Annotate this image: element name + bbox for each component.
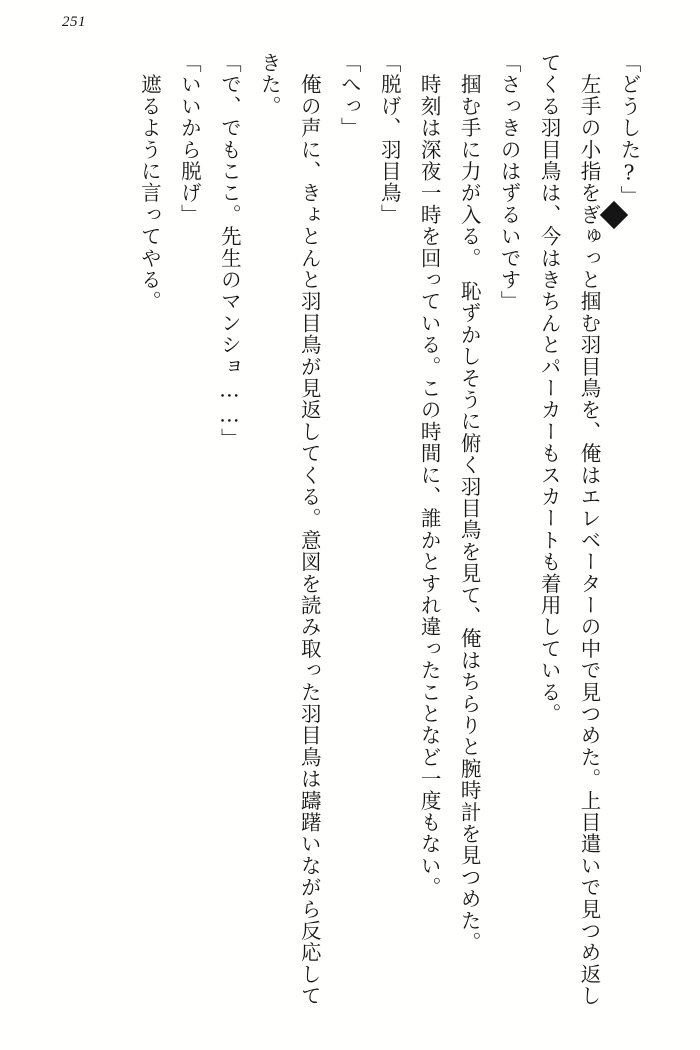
paragraph: 「脱げ、羽目鳥」 bbox=[377, 52, 402, 226]
paragraph: 左手の小指をぎゅっと掴む羽目鳥を、俺はエレベーターの中で見つめた。上目遣いで見つめ返してくる羽目鳥は、今はきちんとパーカーもスカートも着用している。 bbox=[537, 52, 602, 1007]
vertical-text-body bbox=[40, 52, 648, 1010]
paragraph: 「さっきのはずるいです」 bbox=[497, 52, 522, 313]
paragraph: 時刻は深夜一時を回っている。この時間に、誰かとすれ違ったことなど一度もない。 bbox=[417, 52, 442, 899]
paragraph: 「へっ」 bbox=[337, 52, 362, 139]
paragraph: 「どうした?」 bbox=[617, 52, 641, 208]
paragraph: 掴む手に力が入る。 恥ずかしそうに俯く羽目鳥を見て、俺はちらりと腕時計を見つめた。 bbox=[457, 52, 482, 954]
paragraph: 「で、でもここ。先生のマンショ……」 bbox=[217, 52, 242, 450]
paragraph: 俺の声に、きょとんと羽目鳥が見返してくる。意図を読み取った羽目鳥は躊躇いながら反応してきた。 bbox=[257, 52, 322, 1007]
page-number: 251 bbox=[62, 14, 86, 30]
paragraph: 「いいから脱げ」 bbox=[177, 52, 202, 226]
paragraph: 遮るように言ってやる。 bbox=[137, 52, 162, 313]
